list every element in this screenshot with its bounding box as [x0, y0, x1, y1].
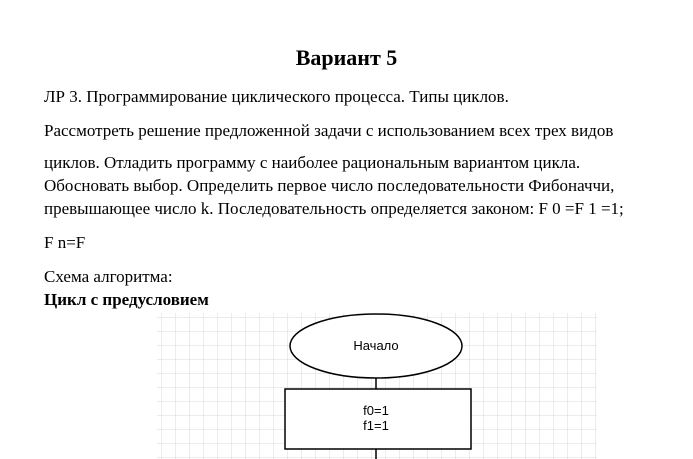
task-paragraph-line-4: превышающее число k. Последовательность определяется законом: F 0 =F 1 =1;: [44, 199, 624, 218]
fibonacci-formula: F n=F: [44, 233, 86, 252]
flowchart: [157, 313, 597, 459]
task-paragraph-line-2: циклов. Отладить программу с наиболее рациональным вариантом цикла.: [44, 153, 581, 172]
flowchart-canvas: [157, 313, 597, 459]
init-line-2: f1=1: [363, 418, 389, 433]
lab-title-line: ЛР 3. Программирование циклического процесса. Типы циклов.: [44, 87, 509, 106]
task-paragraph-line-1: Рассмотреть решение предложенной задачи с использованием всех трех видов: [44, 121, 614, 140]
init-line-1: f0=1: [363, 403, 389, 418]
scheme-label: Схема алгоритма:: [44, 267, 173, 286]
section-heading: Цикл с предусловием: [44, 290, 209, 309]
task-paragraph-line-3: Обосновать выбор. Определить первое число последовательности Фибоначчи,: [44, 176, 615, 195]
variant-title: Вариант 5: [295, 45, 398, 70]
start-label: Начало: [353, 338, 399, 353]
